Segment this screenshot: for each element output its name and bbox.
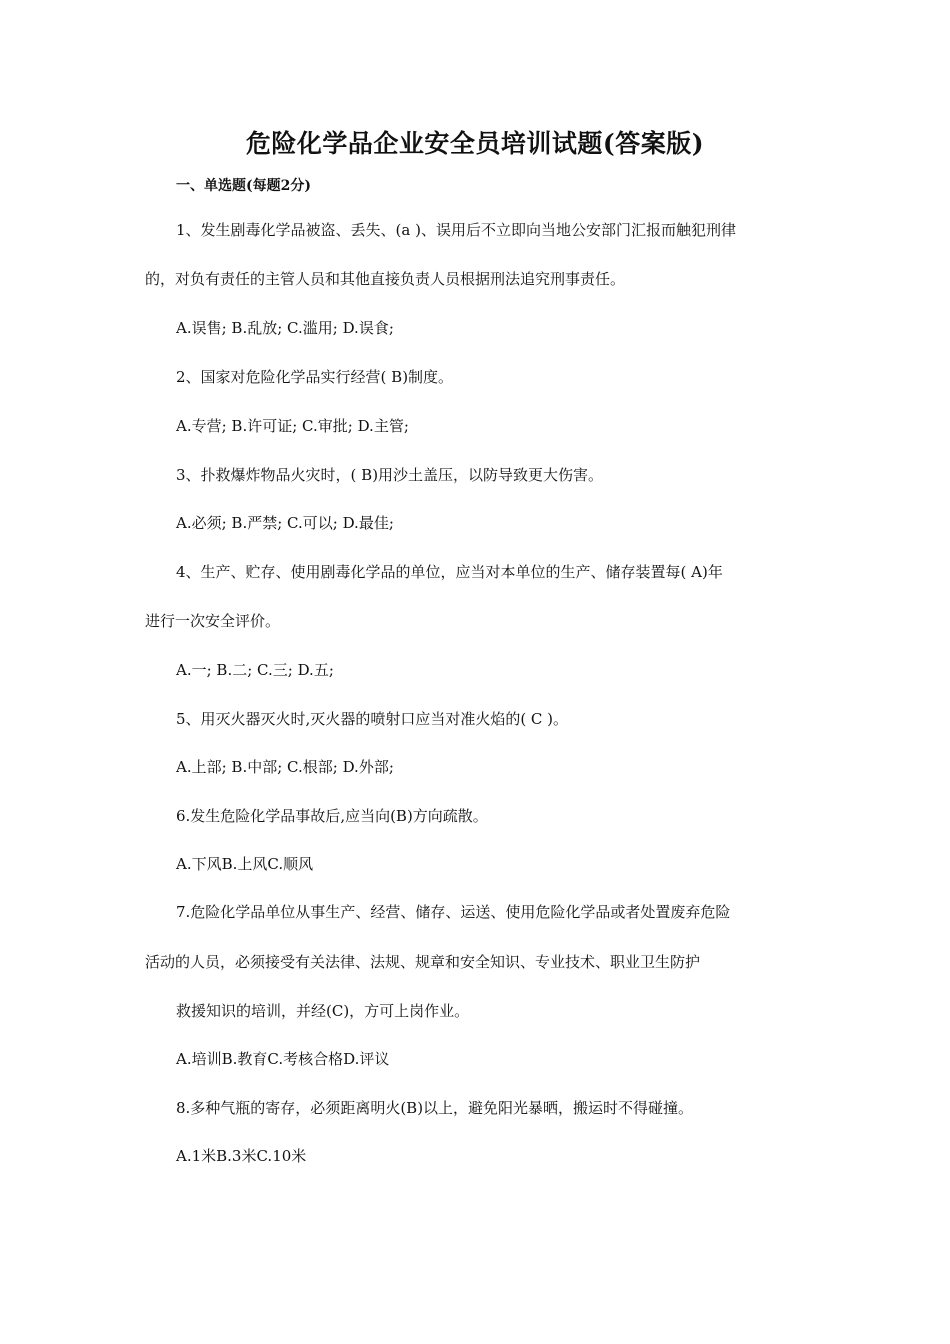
question-1-line-1: 1、发生剧毒化学品被盗、丢失、(a )、误用后不立即向当地公安部门汇报而触犯刑律 <box>176 221 736 239</box>
question-6-options: A.下风B.上风C.顺风 <box>176 855 314 873</box>
question-2: 2、国家对危险化学品实行经营( B)制度。 <box>176 368 454 386</box>
question-4-line-2: 进行一次安全评价。 <box>145 612 281 630</box>
question-4-line-1: 4、生产、贮存、使用剧毒化学品的单位，应当对本单位的生产、储存装置每( A)年 <box>176 563 723 581</box>
question-5-options: A.上部; B.中部; C.根部; D.外部; <box>176 758 394 776</box>
question-2-options: A.专营; B.许可证; C.审批; D.主管; <box>176 417 409 435</box>
question-1-options: A.误售; B.乱放; C.滥用; D.误食; <box>176 319 394 337</box>
question-7-line-2: 活动的人员，必须接受有关法律、法规、规章和安全知识、专业技术、职业卫生防护 <box>145 953 701 971</box>
question-5: 5、用灭火器灭火时,灭火器的喷射口应当对准火焰的( C )。 <box>176 710 569 728</box>
question-7-options: A.培训B.教育C.考核合格D.评议 <box>176 1050 390 1068</box>
section-heading: 一、单选题(每题2分) <box>176 178 311 194</box>
question-8-options: A.1米B.3米C.10米 <box>176 1147 307 1165</box>
question-1-line-2: 的，对负有责任的主管人员和其他直接负责人员根据刑法追究刑事责任。 <box>145 270 626 288</box>
question-3-options: A.必须; B.严禁; C.可以; D.最佳; <box>176 514 394 532</box>
question-3: 3、扑救爆炸物品火灾时，( B)用沙土盖压，以防导致更大伤害。 <box>176 466 604 484</box>
question-7-line-1: 7.危险化学品单位从事生产、经营、储存、运送、使用危险化学品或者处置废弃危险 <box>176 903 731 921</box>
question-8: 8.多种气瓶的寄存，必须距离明火(B)以上，避免阳光暴晒，搬运时不得碰撞。 <box>176 1099 694 1117</box>
question-7-line-3: 救援知识的培训，并经(C)，方可上岗作业。 <box>176 1002 470 1020</box>
document-title: 危险化学品企业安全员培训试题(答案版) <box>245 129 705 158</box>
question-6: 6.发生危险化学品事故后,应当向(B)方向疏散。 <box>176 807 488 825</box>
question-4-options: A.一; B.二; C.三; D.五; <box>176 661 334 679</box>
